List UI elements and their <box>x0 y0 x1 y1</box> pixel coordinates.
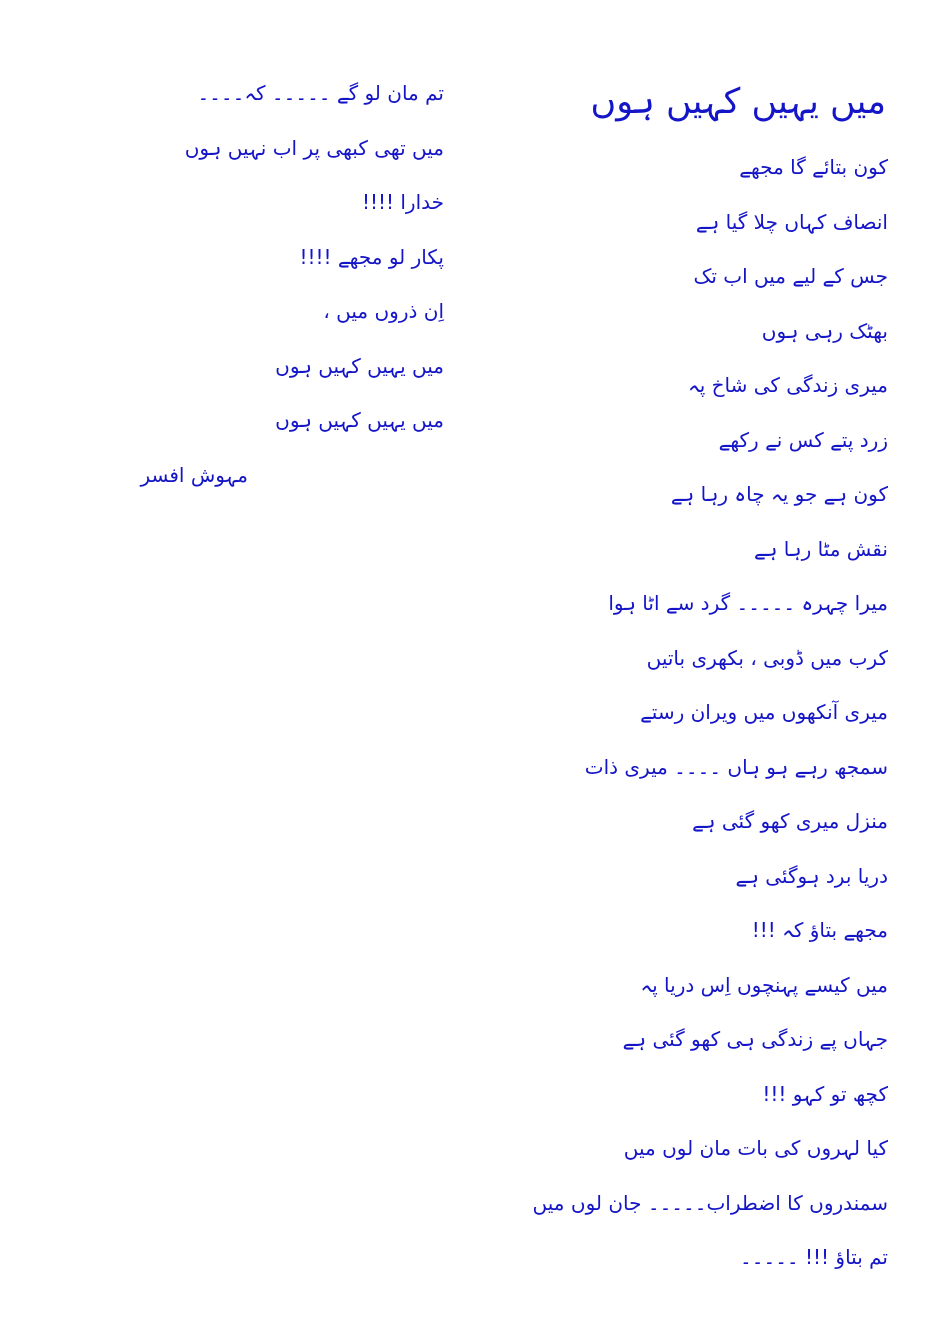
verse-line: خدارا !!!! <box>361 190 444 214</box>
verse-line: تم بتاؤ !!! ۔۔۔۔۔ <box>740 1245 888 1269</box>
verse-line: میری آنکھوں میں ویران رستے <box>640 700 888 724</box>
verse-line: بھٹک رہی ہوں <box>761 318 888 343</box>
verse-line: جس کے لیے میں اب تک <box>693 264 888 288</box>
verse-line: میں یہیں کہیں ہوں <box>275 353 444 378</box>
verse-line: پکار لو مجھے !!!! <box>299 244 444 269</box>
verse-line: زرد پتے کس نے رکھے <box>718 427 888 452</box>
verse-line: کرب میں ڈوبی ، بکھری باتیں <box>646 645 888 670</box>
verse-line: نقش مٹا رہا ہے <box>753 536 888 561</box>
verse-line: میں یہیں کہیں ہوں <box>275 408 444 432</box>
verse-line: تم مان لو گے ۔۔۔۔۔ کہ۔۔۔۔ <box>197 81 444 105</box>
poet-name: مہوش افسر <box>140 462 248 487</box>
verse-line: میں تھی کبھی پر اب نہیں ہوں <box>184 135 444 160</box>
verse-line: انصاف کہاں چلا گیا ہے <box>695 209 888 234</box>
verse-line: دریا برد ہوگئی ہے <box>735 863 888 888</box>
verse-line: کون ہے جو یہ چاہ رہا ہے <box>670 482 888 506</box>
verse-line: اِن ذروں میں ، <box>323 299 444 323</box>
verse-line: میں کیسے پہنچوں اِس دریا پہ <box>640 972 888 997</box>
verse-line: کیا لہروں کی بات مان لوں میں <box>623 1136 888 1160</box>
verse-line: منزل میری کھو گئی ہے <box>692 809 888 833</box>
verse-line: سمندروں کا اضطراب۔۔۔۔۔ جان لوں میں <box>532 1190 888 1215</box>
poem-title: میں یہیں کہیں ہوں <box>590 82 886 122</box>
verse-line: جہاں پے زندگی ہی کھو گئی ہے <box>622 1027 888 1051</box>
verse-line: میری زندگی کی شاخ پہ <box>687 373 888 397</box>
verse-line: کچھ تو کہو !!! <box>762 1081 888 1106</box>
left-poem-column <box>104 66 444 502</box>
verse-line: کون بتائے گا مجھے <box>739 155 888 179</box>
verse-line: سمجھ رہے ہو ہاں ۔۔۔۔ میری ذات <box>584 754 888 779</box>
right-poem-column <box>468 72 888 1285</box>
verse-line: مجھے بتاؤ کہ !!! <box>751 918 888 942</box>
verse-line: میرا چہرہ ۔۔۔۔۔ گرد سے اٹا ہوا <box>608 591 888 615</box>
